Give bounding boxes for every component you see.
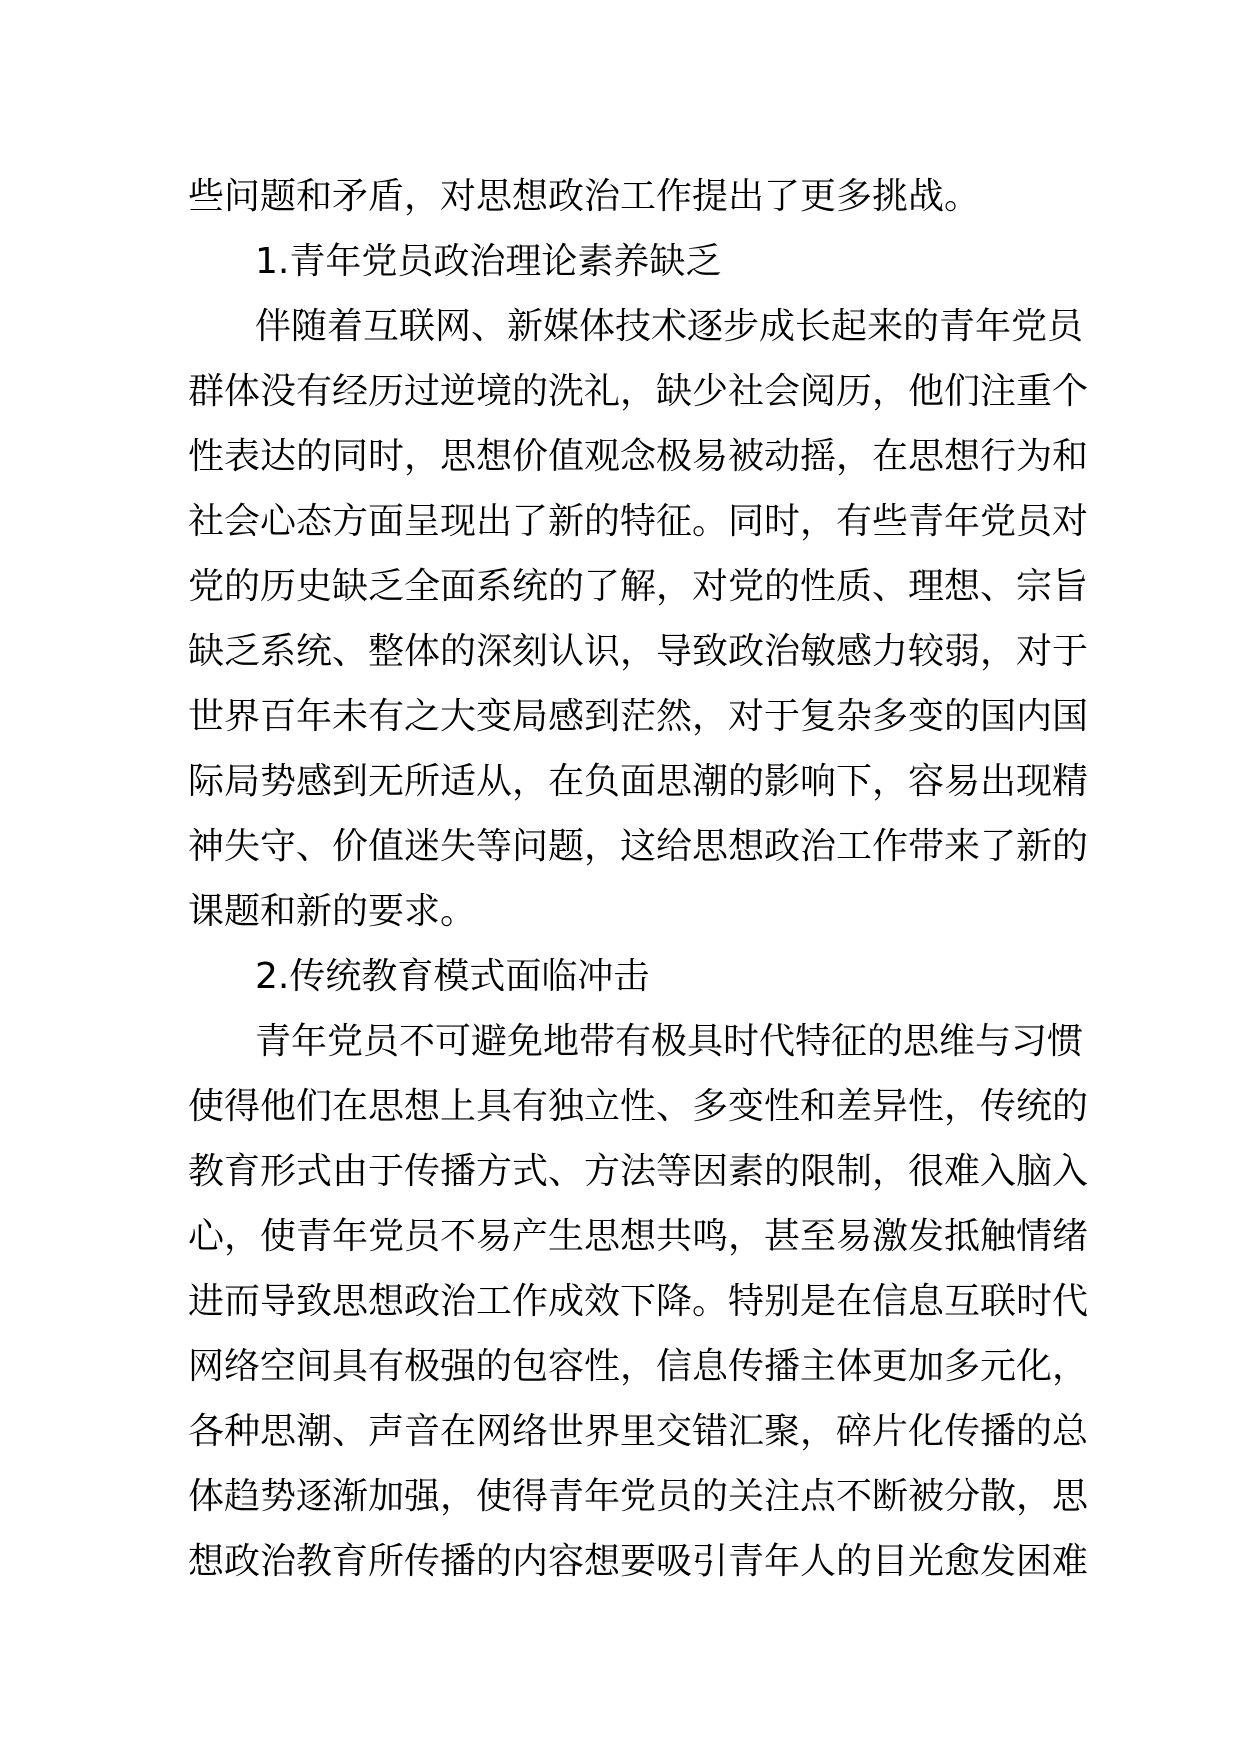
section-heading: 2.传统教育模式面临冲击 bbox=[255, 956, 650, 997]
paragraph-line: 性表达的同时，思想价值观念极易被动摇，在思想行为和 bbox=[188, 436, 1089, 477]
paragraph-line: 教育形式由于传播方式、方法等因素的限制，很难入脑入 bbox=[188, 1151, 1089, 1192]
paragraph-line: 网络空间具有极强的包容性，信息传播主体更加多元化， bbox=[188, 1346, 1089, 1387]
paragraph-line: 使得他们在思想上具有独立性、多变性和差异性，传统的 bbox=[188, 1086, 1089, 1127]
paragraph-line: 际局势感到无所适从，在负面思潮的影响下，容易出现精 bbox=[188, 761, 1089, 802]
paragraph-line: 伴随着互联网、新媒体技术逐步成长起来的青年党员 bbox=[255, 306, 1084, 347]
section-heading: 1.青年党员政治理论素养缺乏 bbox=[255, 241, 722, 282]
paragraph-line: 想政治教育所传播的内容想要吸引青年人的目光愈发困难 bbox=[188, 1541, 1089, 1582]
paragraph-line: 缺乏系统、整体的深刻认识，导致政治敏感力较弱，对于 bbox=[188, 631, 1089, 672]
paragraph-line: 些问题和矛盾，对思想政治工作提出了更多挑战。 bbox=[188, 176, 981, 217]
paragraph-line: 体趋势逐渐加强，使得青年党员的关注点不断被分散，思 bbox=[188, 1476, 1089, 1517]
paragraph-line: 党的历史缺乏全面系统的了解，对党的性质、理想、宗旨 bbox=[188, 566, 1089, 607]
paragraph-line: 进而导致思想政治工作成效下降。特别是在信息互联时代 bbox=[188, 1281, 1089, 1322]
paragraph-line: 课题和新的要求。 bbox=[188, 891, 477, 932]
paragraph-line: 青年党员不可避免地带有极具时代特征的思维与习惯 bbox=[255, 1021, 1084, 1062]
paragraph-line: 神失守、价值迷失等问题，这给思想政治工作带来了新的 bbox=[188, 826, 1089, 867]
paragraph-line: 心，使青年党员不易产生思想共鸣，甚至易激发抵触情绪 bbox=[188, 1216, 1089, 1257]
paragraph-line: 世界百年未有之大变局感到茫然，对于复杂多变的国内国 bbox=[188, 696, 1089, 737]
paragraph-line: 各种思潮、声音在网络世界里交错汇聚，碎片化传播的总 bbox=[188, 1411, 1089, 1452]
paragraph-line: 群体没有经历过逆境的洗礼，缺少社会阅历，他们注重个 bbox=[188, 371, 1089, 412]
paragraph-line: 社会心态方面呈现出了新的特征。同时，有些青年党员对 bbox=[188, 501, 1089, 542]
